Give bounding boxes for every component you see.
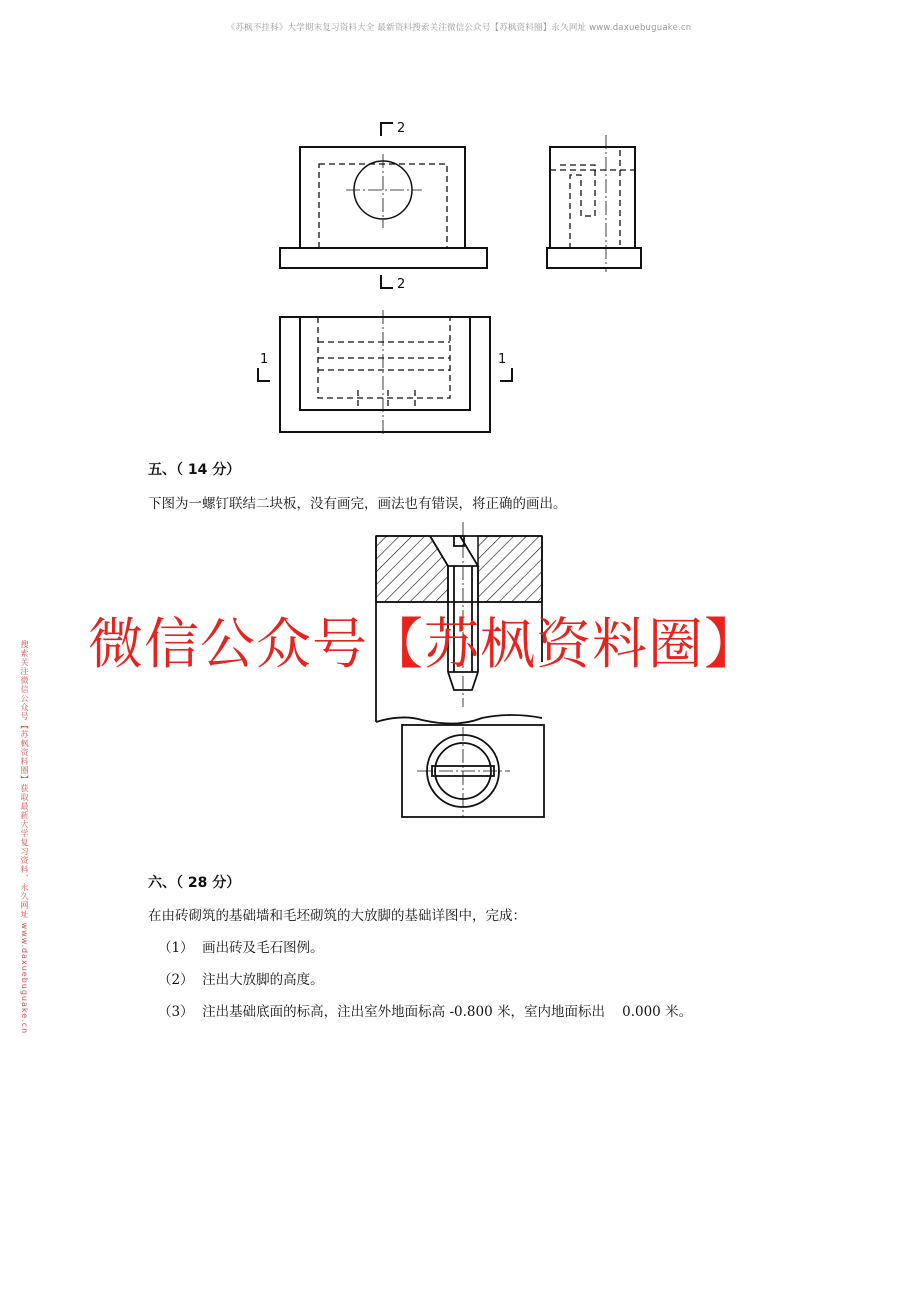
section-mark-bottom: 2 xyxy=(397,277,406,292)
question-6-text: 在由砖砌筑的基础墙和毛坯砌筑的大放脚的基础详图中，完成： xyxy=(148,908,526,924)
question-6-item-1: （1） 画出砖及毛石图例。 xyxy=(158,940,324,956)
three-view-drawing xyxy=(250,110,670,440)
question-6-item-3: （3） 注出基础底面的标高，注出室外地面标高 -0.800 米，室内地面标出 0.000 米。 xyxy=(158,1004,693,1020)
screw-joint-drawing xyxy=(362,522,562,842)
wechat-watermark: 微信公众号【苏枫资料圈】 xyxy=(88,612,761,676)
question-6-item-2: （2） 注出大放脚的高度。 xyxy=(158,972,324,988)
page-header-banner: 《苏枫不挂科》大学期末复习资料大全 最新资料搜索关注微信公众号【苏枫资料圈】永久网址 www.daxuebuguake.cn xyxy=(226,23,692,33)
section-mark-left: 1 xyxy=(260,352,269,367)
question-5-title: 五、（ 14 分） xyxy=(148,462,241,478)
sidebar-vertical-note: 搜索关注微信公众号【苏枫资料圈】获取最新大学复习资料，永久网址 www.daxuebuguake.cn xyxy=(20,640,29,1035)
section-mark-right: 1 xyxy=(498,352,507,367)
question-6-title: 六、（ 28 分） xyxy=(148,875,241,891)
section-mark-top: 2 xyxy=(397,121,406,136)
question-5-text: 下图为一螺钉联结二块板，没有画完，画法也有错误，将正确的画出。 xyxy=(148,496,567,512)
